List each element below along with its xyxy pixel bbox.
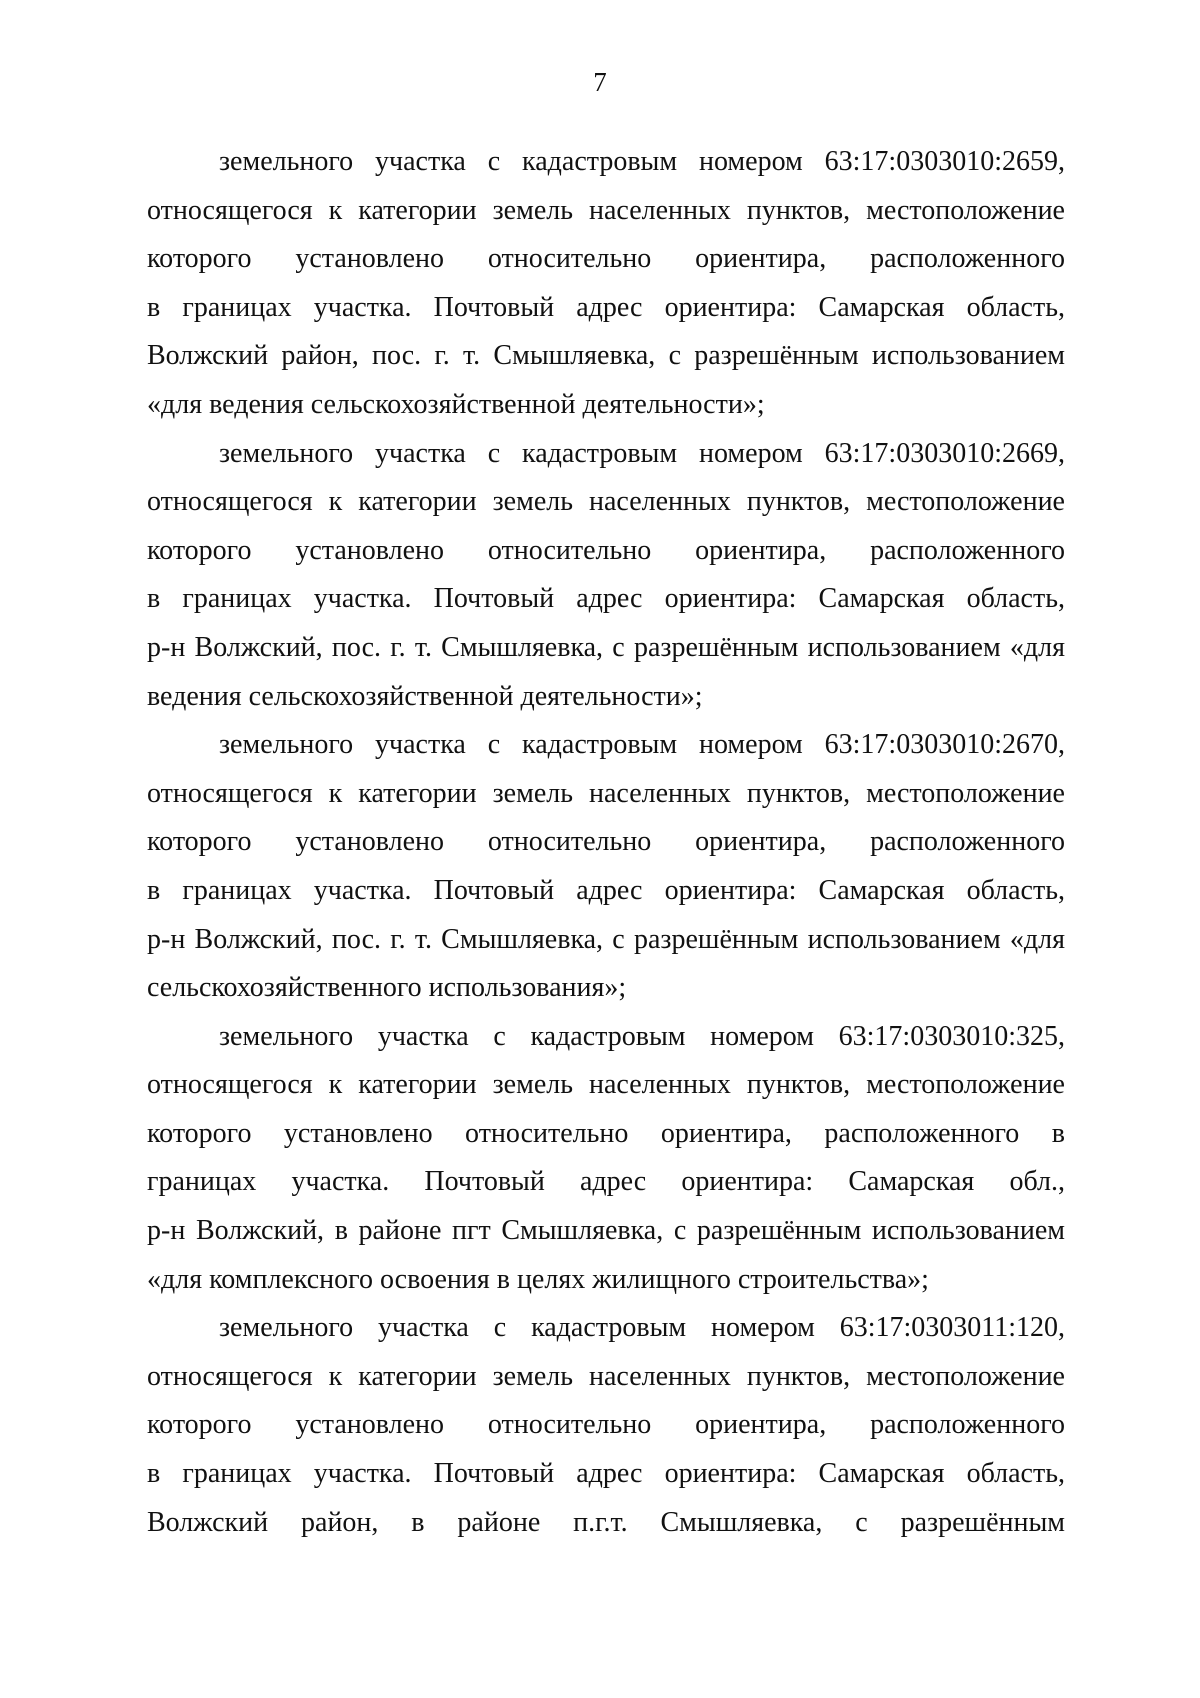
page-number: 7 (593, 67, 607, 97)
text-line: земельного участка с кадастровым номером 63:17:0303010:2669, (219, 437, 1065, 469)
text-line: которого установлено относительно ориентира, расположенного (147, 1409, 1065, 1441)
paragraph (147, 1304, 1065, 1547)
text-line: относящегося к категории земель населенных пунктов, местоположение (147, 486, 1065, 518)
text-line: относящегося к категории земель населенных пунктов, местоположение (147, 194, 1065, 226)
paragraph (147, 138, 1065, 430)
text-line: «для комплексного освоения в целях жилищного строительства»; (147, 1263, 929, 1295)
text-line: в границах участка. Почтовый адрес ориентира: Самарская область, (147, 1458, 1065, 1490)
text-line: р-н Волжский, в районе пгт Смышляевка, с разрешённым использованием (147, 1215, 1065, 1247)
text-line: Волжский район, пос. г. т. Смышляевка, с разрешённым использованием (147, 340, 1065, 372)
text-line: земельного участка с кадастровым номером 63:17:0303010:2670, (219, 729, 1065, 761)
text-line: Волжский район, в районе п.г.т. Смышляевка, с разрешённым (147, 1506, 1065, 1538)
text-line: которого установлено относительно ориентира, расположенного в (147, 1117, 1065, 1149)
text-line: земельного участка с кадастровым номером 63:17:0303011:120, (219, 1312, 1065, 1344)
text-line: относящегося к категории земель населенных пунктов, местоположение (147, 777, 1065, 809)
document-body (147, 138, 1065, 1547)
text-line: относящегося к категории земель населенных пунктов, местоположение (147, 1069, 1065, 1101)
text-line: сельскохозяйственного использования»; (147, 972, 627, 1004)
text-line: в границах участка. Почтовый адрес ориентира: Самарская область, (147, 583, 1065, 615)
text-line: относящегося к категории земель населенных пунктов, местоположение (147, 1360, 1065, 1392)
text-line: ведения сельскохозяйственной деятельности»; (147, 680, 703, 712)
text-line: земельного участка с кадастровым номером 63:17:0303010:325, (219, 1020, 1065, 1052)
text-line: земельного участка с кадастровым номером 63:17:0303010:2659, (219, 146, 1065, 177)
text-line: в границах участка. Почтовый адрес ориентира: Самарская область, (147, 291, 1065, 323)
paragraph (147, 430, 1065, 722)
text-line: в границах участка. Почтовый адрес ориентира: Самарская область, (147, 874, 1065, 906)
text-line: которого установлено относительно ориентира, расположенного (147, 243, 1065, 275)
text-line: которого установлено относительно ориентира, расположенного (147, 826, 1065, 858)
text-line: р-н Волжский, пос. г. т. Смышляевка, с разрешённым использованием «для (147, 923, 1065, 955)
text-line: «для ведения сельскохозяйственной деятельности»; (147, 388, 765, 420)
paragraph (147, 721, 1065, 1013)
text-line: границах участка. Почтовый адрес ориентира: Самарская обл., (147, 1166, 1065, 1198)
text-line: которого установлено относительно ориентира, расположенного (147, 534, 1065, 566)
text-line: р-н Волжский, пос. г. т. Смышляевка, с разрешённым использованием «для (147, 631, 1065, 663)
paragraph (147, 1013, 1065, 1305)
